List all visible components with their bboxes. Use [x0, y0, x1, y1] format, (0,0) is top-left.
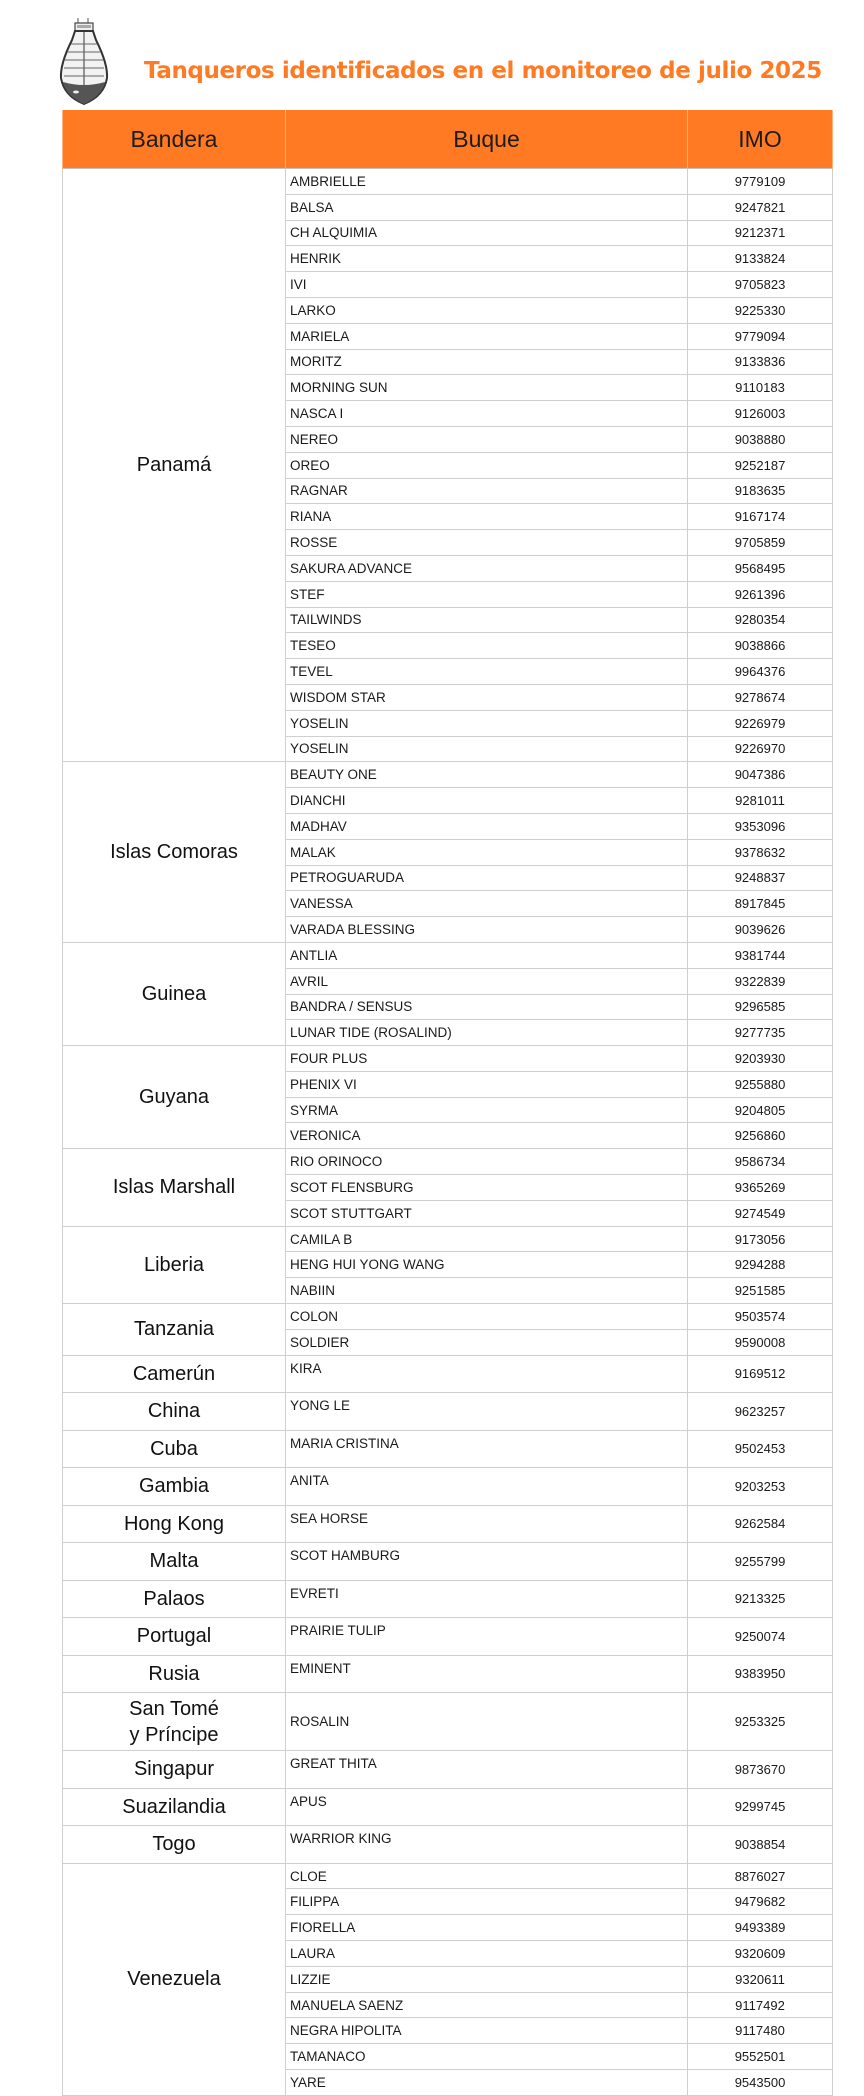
ship-name-cell: ROSSE	[286, 530, 688, 556]
table-row	[63, 169, 833, 195]
ship-name-cell: SCOT FLENSBURG	[286, 1175, 688, 1201]
column-header-imo: IMO	[688, 110, 833, 169]
imo-cell: 9248837	[688, 865, 833, 891]
flag-name: San Tomé	[129, 1697, 219, 1720]
imo-cell: 9167174	[688, 504, 833, 530]
ship-name-cell: TESEO	[286, 633, 688, 659]
imo-cell: 9110183	[688, 375, 833, 401]
table-row	[63, 1618, 833, 1656]
table-body	[63, 169, 833, 2096]
flag-name: Cuba	[150, 1437, 198, 1460]
table-row	[63, 1149, 833, 1175]
flag-cell	[63, 1505, 286, 1543]
ship-name-cell: FIORELLA	[286, 1915, 688, 1941]
imo-cell: 9262584	[688, 1505, 833, 1543]
ship-name-cell: APUS	[286, 1788, 688, 1826]
imo-cell: 8876027	[688, 1863, 833, 1889]
imo-cell: 9299745	[688, 1788, 833, 1826]
ship-name-cell: FILIPPA	[286, 1889, 688, 1915]
imo-cell: 9502453	[688, 1430, 833, 1468]
imo-cell: 9039626	[688, 917, 833, 943]
imo-cell: 9252187	[688, 452, 833, 478]
ship-name-cell: IVI	[286, 272, 688, 298]
imo-cell: 9320609	[688, 1941, 833, 1967]
ship-name-cell: VANESSA	[286, 891, 688, 917]
ship-name-cell: MORNING SUN	[286, 375, 688, 401]
ship-name-cell: SEA HORSE	[286, 1505, 688, 1543]
flag-name: Togo	[152, 1833, 196, 1856]
page-title: Tanqueros identificados en el monitoreo de julio 2025	[144, 58, 822, 84]
ship-name-cell: ANITA	[286, 1468, 688, 1506]
imo-cell: 9253325	[688, 1693, 833, 1751]
flag-cell	[63, 1393, 286, 1431]
imo-cell: 9503574	[688, 1304, 833, 1330]
tankers-table	[62, 110, 833, 2096]
ship-name-cell: EMINENT	[286, 1655, 688, 1693]
flag-name: Camerún	[132, 1362, 216, 1385]
ship-name-cell: BALSA	[286, 194, 688, 220]
table-row	[63, 1788, 833, 1826]
flag-name: Islas Marshall	[112, 1176, 236, 1199]
imo-cell: 9133824	[688, 246, 833, 272]
ship-name-cell: PHENIX VI	[286, 1071, 688, 1097]
flag-name: Panamá	[136, 454, 212, 477]
imo-cell: 9353096	[688, 813, 833, 839]
ship-name-cell: AMBRIELLE	[286, 169, 688, 195]
imo-cell: 9586734	[688, 1149, 833, 1175]
imo-cell: 9038854	[688, 1826, 833, 1864]
ship-name-cell: YONG LE	[286, 1393, 688, 1431]
imo-cell: 9365269	[688, 1175, 833, 1201]
ship-name-cell: SYRMA	[286, 1097, 688, 1123]
ship-name-cell: TEVEL	[286, 659, 688, 685]
table-row	[63, 1046, 833, 1072]
table-row	[63, 1751, 833, 1789]
ship-name-cell: MALAK	[286, 839, 688, 865]
ship-name-cell: CLOE	[286, 1863, 688, 1889]
flag-name: Rusia	[148, 1662, 200, 1685]
ship-name-cell: NABIIN	[286, 1278, 688, 1304]
table-header-row	[63, 110, 833, 169]
flag-cell	[63, 1751, 286, 1789]
ship-name-cell: PETROGUARUDA	[286, 865, 688, 891]
flag-name: Guinea	[141, 983, 207, 1005]
flag-cell	[63, 1543, 286, 1581]
ship-name-cell: OREO	[286, 452, 688, 478]
flag-cell	[63, 1226, 286, 1303]
ship-name-cell: AVRIL	[286, 968, 688, 994]
imo-cell: 9169512	[688, 1355, 833, 1393]
flag-cell	[63, 1580, 286, 1618]
flag-name: Suazilandia	[122, 1795, 226, 1818]
ship-name-cell: NEGRA HIPOLITA	[286, 2018, 688, 2044]
imo-cell: 9133836	[688, 349, 833, 375]
imo-cell: 9779094	[688, 323, 833, 349]
imo-cell: 9590008	[688, 1329, 833, 1355]
imo-cell: 9117492	[688, 1992, 833, 2018]
flag-cell	[63, 762, 286, 943]
imo-cell: 9320611	[688, 1966, 833, 1992]
imo-cell: 9117480	[688, 2018, 833, 2044]
flag-cell	[63, 1355, 286, 1393]
imo-cell: 9705823	[688, 272, 833, 298]
ship-name-cell: STEF	[286, 581, 688, 607]
ship-name-cell: YARE	[286, 2070, 688, 2096]
imo-cell: 9183635	[688, 478, 833, 504]
flag-name: Portugal	[136, 1625, 212, 1648]
imo-cell: 9543500	[688, 2070, 833, 2096]
table-row	[63, 1430, 833, 1468]
ship-name-cell: VERONICA	[286, 1123, 688, 1149]
imo-cell: 9322839	[688, 968, 833, 994]
imo-cell: 9705859	[688, 530, 833, 556]
flag-cell	[63, 1304, 286, 1356]
ship-name-cell: RIANA	[286, 504, 688, 530]
imo-cell: 9552501	[688, 2044, 833, 2070]
imo-cell: 9381744	[688, 942, 833, 968]
imo-cell: 9568495	[688, 555, 833, 581]
ship-name-cell: BANDRA / SENSUS	[286, 994, 688, 1020]
imo-cell: 9383950	[688, 1655, 833, 1693]
flag-name: Singapur	[133, 1758, 215, 1781]
ship-name-cell: NEREO	[286, 426, 688, 452]
tanker-ship-icon	[58, 16, 110, 106]
ship-name-cell: RIO ORINOCO	[286, 1149, 688, 1175]
table-row	[63, 1693, 833, 1751]
imo-cell: 8917845	[688, 891, 833, 917]
imo-cell: 9479682	[688, 1889, 833, 1915]
imo-cell: 9255880	[688, 1071, 833, 1097]
imo-cell: 9213325	[688, 1580, 833, 1618]
ship-name-cell: EVRETI	[286, 1580, 688, 1618]
table-row	[63, 1863, 833, 1889]
flag-name: Guyana	[138, 1086, 210, 1109]
imo-cell: 9280354	[688, 607, 833, 633]
ship-name-cell: COLON	[286, 1304, 688, 1330]
ship-name-cell: MARIA CRISTINA	[286, 1430, 688, 1468]
imo-cell: 9278674	[688, 684, 833, 710]
table-row	[63, 1393, 833, 1431]
flag-name: Tanzania	[133, 1318, 215, 1341]
ship-name-cell: HENRIK	[286, 246, 688, 272]
flag-cell	[63, 1468, 286, 1506]
flag-cell	[63, 1149, 286, 1226]
imo-cell: 9038880	[688, 426, 833, 452]
imo-cell: 9226970	[688, 736, 833, 762]
imo-cell: 9203253	[688, 1468, 833, 1506]
table-row	[63, 1505, 833, 1543]
ship-name-cell: MORITZ	[286, 349, 688, 375]
ship-name-cell: LAURA	[286, 1941, 688, 1967]
imo-cell: 9873670	[688, 1751, 833, 1789]
imo-cell: 9779109	[688, 169, 833, 195]
ship-name-cell: BEAUTY ONE	[286, 762, 688, 788]
imo-cell: 9212371	[688, 220, 833, 246]
ship-name-cell: YOSELIN	[286, 710, 688, 736]
flag-cell	[63, 1826, 286, 1864]
ship-name-cell: LARKO	[286, 297, 688, 323]
ship-name-cell: DIANCHI	[286, 788, 688, 814]
ship-name-cell: ANTLIA	[286, 942, 688, 968]
column-header-buque: Buque	[286, 110, 688, 169]
imo-cell: 9203930	[688, 1046, 833, 1072]
flag-name: y Príncipe	[129, 1723, 219, 1746]
ship-name-cell: CH ALQUIMIA	[286, 220, 688, 246]
imo-cell: 9226979	[688, 710, 833, 736]
table-row	[63, 1580, 833, 1618]
flag-cell	[63, 1430, 286, 1468]
imo-cell: 9173056	[688, 1226, 833, 1252]
ship-name-cell: FOUR PLUS	[286, 1046, 688, 1072]
imo-cell: 9126003	[688, 401, 833, 427]
flag-name: Gambia	[138, 1475, 210, 1498]
imo-cell: 9261396	[688, 581, 833, 607]
imo-cell: 9294288	[688, 1252, 833, 1278]
ship-name-cell: MANUELA SAENZ	[286, 1992, 688, 2018]
flag-name: Islas Comoras	[110, 841, 238, 864]
imo-cell: 9250074	[688, 1618, 833, 1656]
imo-cell: 9225330	[688, 297, 833, 323]
flag-name: Palaos	[143, 1587, 205, 1610]
ship-name-cell: SOLDIER	[286, 1329, 688, 1355]
ship-name-cell: HENG HUI YONG WANG	[286, 1252, 688, 1278]
ship-name-cell: SAKURA ADVANCE	[286, 555, 688, 581]
page-header	[0, 0, 864, 110]
ship-name-cell: RAGNAR	[286, 478, 688, 504]
table-row	[63, 1304, 833, 1330]
ship-name-cell: TAILWINDS	[286, 607, 688, 633]
imo-cell: 9038866	[688, 633, 833, 659]
imo-cell: 9204805	[688, 1097, 833, 1123]
flag-cell	[63, 1046, 286, 1149]
table-row	[63, 1543, 833, 1581]
imo-cell: 9964376	[688, 659, 833, 685]
flag-cell	[63, 169, 286, 762]
table-row	[63, 1826, 833, 1864]
table-row	[63, 1355, 833, 1393]
ship-name-cell: CAMILA B	[286, 1226, 688, 1252]
flag-name: Venezuela	[127, 1968, 221, 1991]
ship-name-cell: VARADA BLESSING	[286, 917, 688, 943]
table-row	[63, 1226, 833, 1252]
flag-cell	[63, 1788, 286, 1826]
ship-name-cell: SCOT HAMBURG	[286, 1543, 688, 1581]
flag-name: China	[147, 1400, 201, 1423]
flag-cell	[63, 1863, 286, 2095]
column-header-bandera: Bandera	[63, 110, 286, 169]
imo-cell: 9247821	[688, 194, 833, 220]
imo-cell: 9281011	[688, 788, 833, 814]
ship-name-cell: YOSELIN	[286, 736, 688, 762]
flag-cell	[63, 1655, 286, 1693]
flag-name: Liberia	[143, 1253, 205, 1276]
flag-cell	[63, 1693, 286, 1751]
ship-name-cell: PRAIRIE TULIP	[286, 1618, 688, 1656]
imo-cell: 9255799	[688, 1543, 833, 1581]
imo-cell: 9296585	[688, 994, 833, 1020]
imo-cell: 9251585	[688, 1278, 833, 1304]
ship-name-cell: TAMANACO	[286, 2044, 688, 2070]
flag-cell	[63, 942, 286, 1045]
imo-cell: 9277735	[688, 1020, 833, 1046]
table-row	[63, 762, 833, 788]
ship-name-cell: MARIELA	[286, 323, 688, 349]
imo-cell: 9256860	[688, 1123, 833, 1149]
ship-name-cell: WARRIOR KING	[286, 1826, 688, 1864]
flag-name: Malta	[149, 1550, 199, 1573]
imo-cell: 9623257	[688, 1393, 833, 1431]
ship-name-cell: LUNAR TIDE (ROSALIND)	[286, 1020, 688, 1046]
ship-name-cell: MADHAV	[286, 813, 688, 839]
table-row	[63, 1655, 833, 1693]
imo-cell: 9378632	[688, 839, 833, 865]
imo-cell: 9047386	[688, 762, 833, 788]
ship-name-cell: GREAT THITA	[286, 1751, 688, 1789]
ship-name-cell: KIRA	[286, 1355, 688, 1393]
flag-name: Hong Kong	[123, 1512, 225, 1535]
ship-name-cell: SCOT STUTTGART	[286, 1200, 688, 1226]
imo-cell: 9493389	[688, 1915, 833, 1941]
table-row	[63, 1468, 833, 1506]
ship-name-cell: NASCA I	[286, 401, 688, 427]
ship-name-cell: ROSALIN	[286, 1693, 688, 1751]
imo-cell: 9274549	[688, 1200, 833, 1226]
ship-name-cell: WISDOM STAR	[286, 684, 688, 710]
table-row	[63, 942, 833, 968]
flag-cell	[63, 1618, 286, 1656]
ship-name-cell: LIZZIE	[286, 1966, 688, 1992]
